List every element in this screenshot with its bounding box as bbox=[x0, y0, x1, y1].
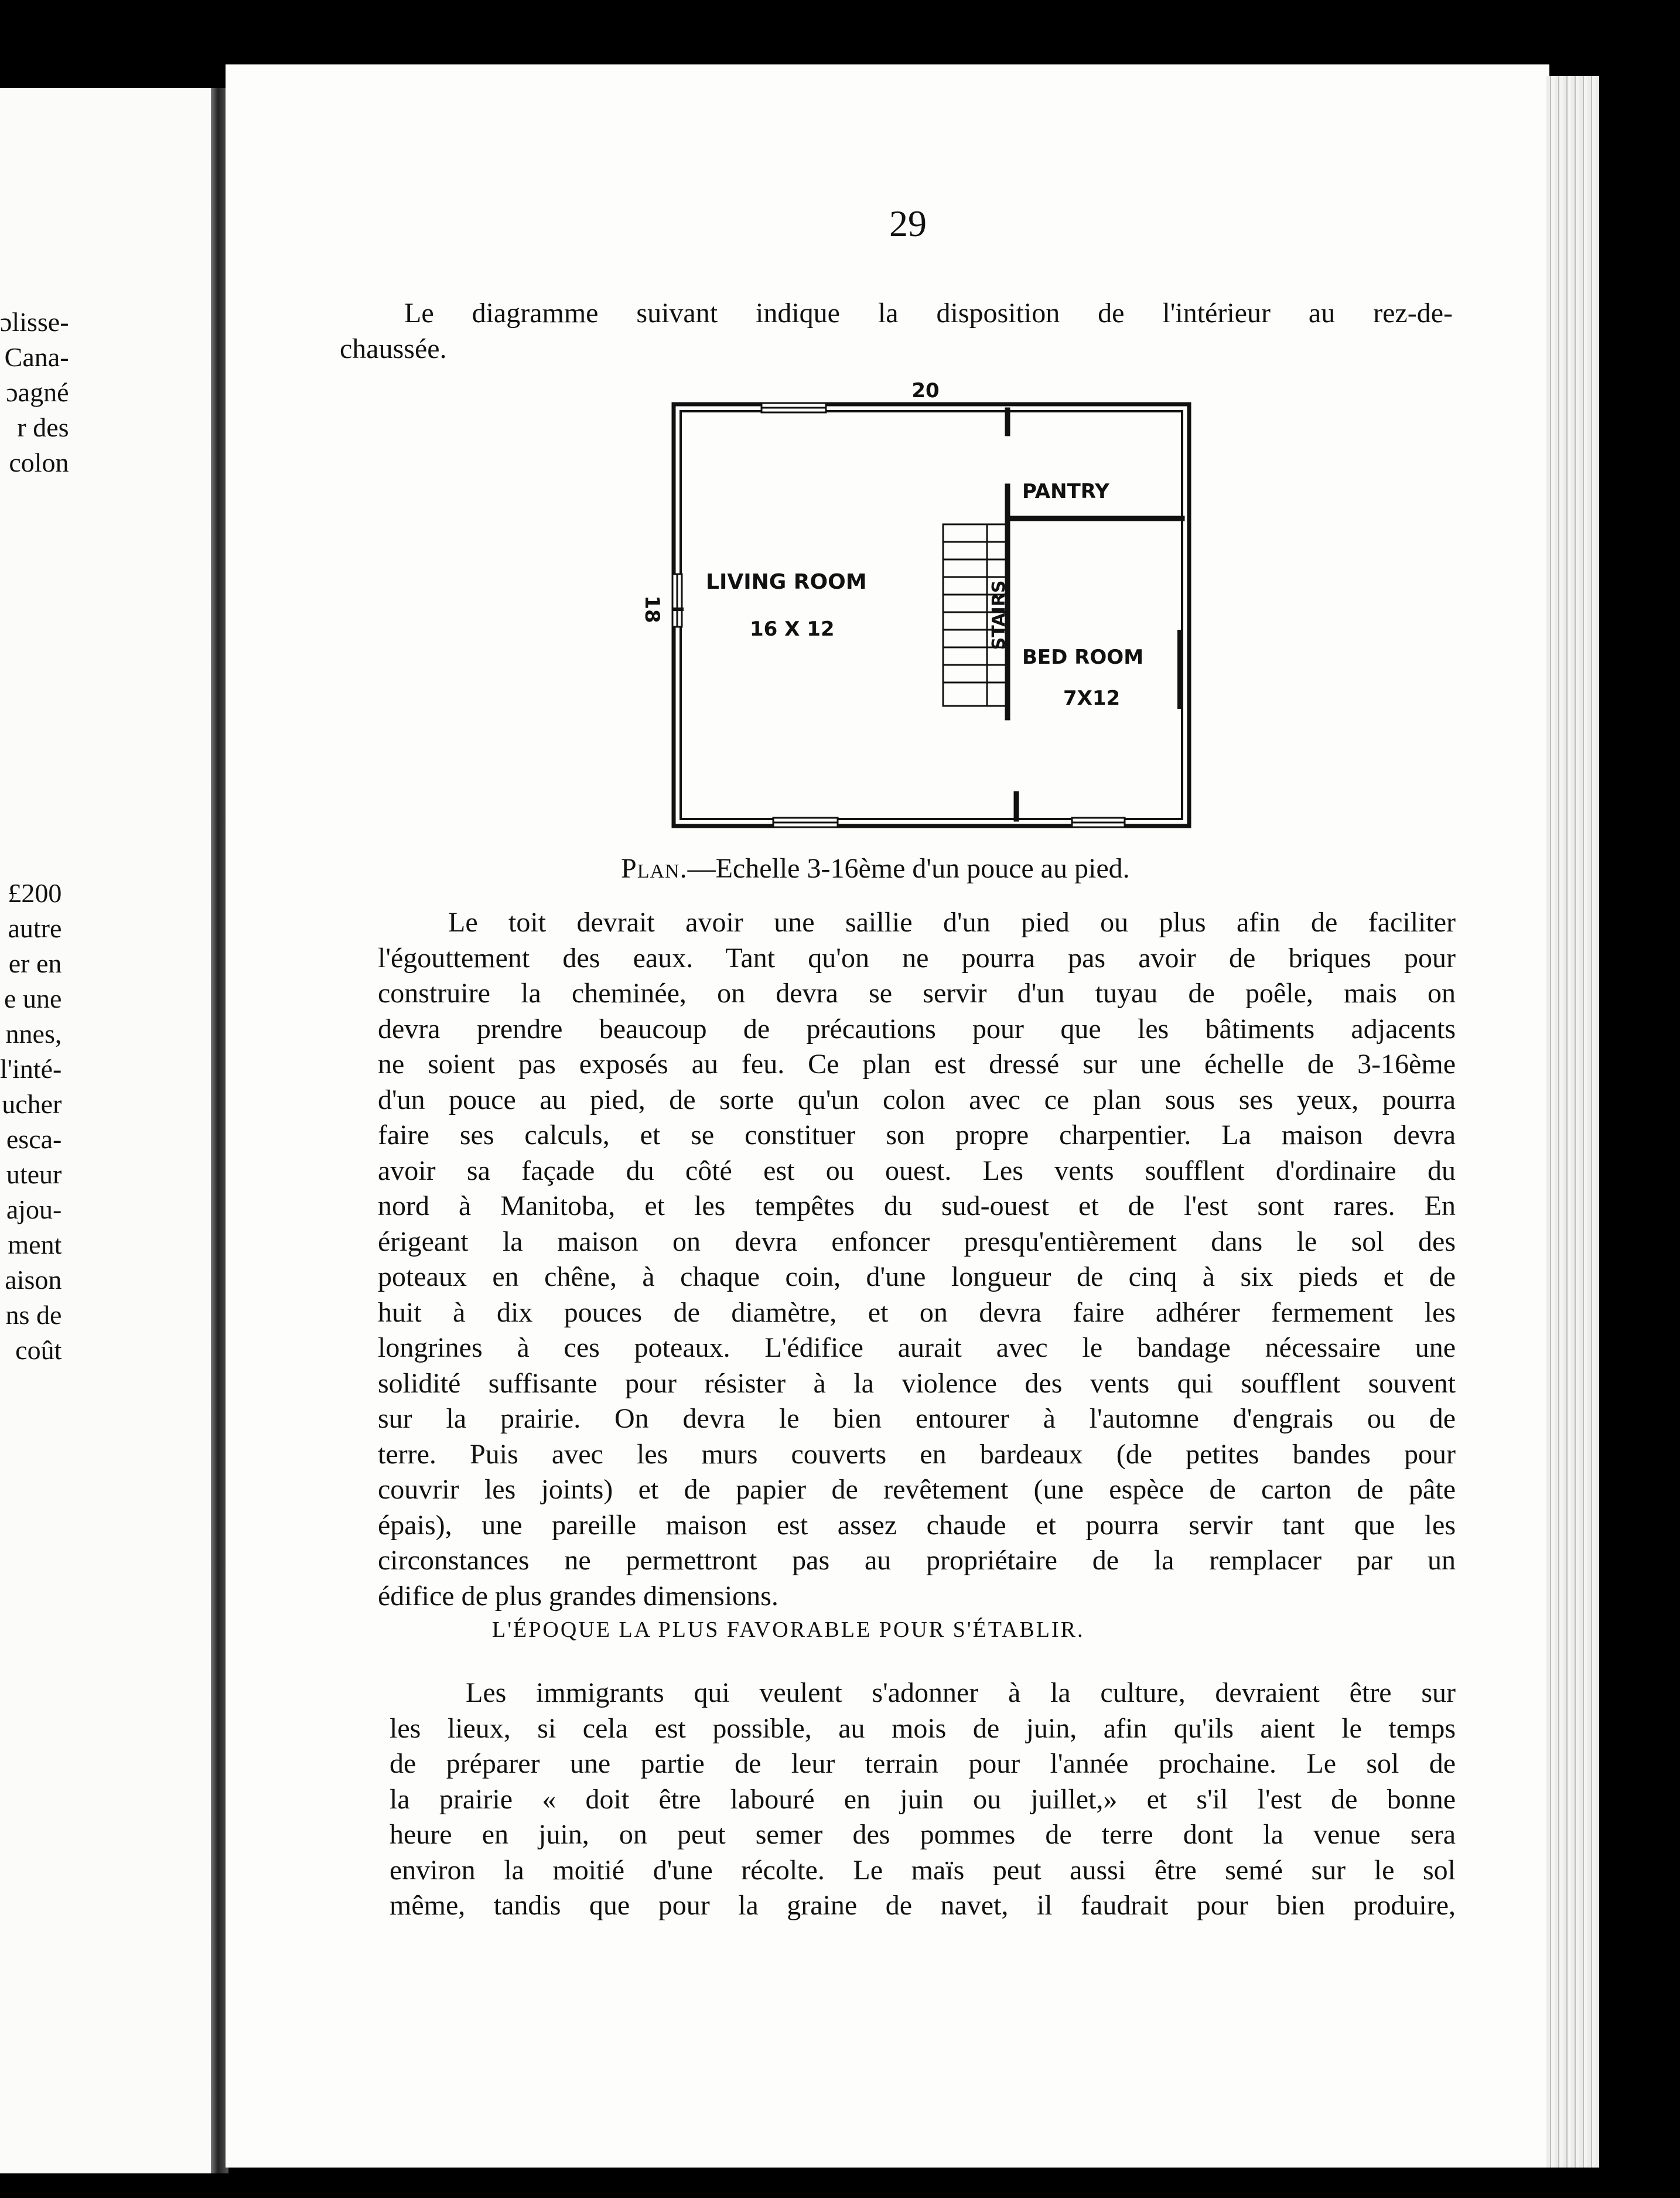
text-line: l'égouttement des eaux. Tant qu'on ne pourra pas avoir de briques pour bbox=[378, 942, 1456, 974]
text-line: épais), une pareille maison est assez chaude et pourra servir tant que les bbox=[378, 1509, 1456, 1541]
left-fragment: colon bbox=[9, 448, 69, 477]
left-fragment: ajou- bbox=[6, 1194, 62, 1224]
intro-paragraph bbox=[340, 296, 1453, 367]
text-line: Le diagramme suivant indique la disposition de l'intérieur au rez-de- bbox=[404, 298, 1453, 329]
left-fragments-bottom bbox=[0, 876, 62, 1368]
left-fragment: uteur bbox=[6, 1159, 62, 1189]
caption-prefix: Plan. bbox=[621, 853, 688, 884]
living-room-label: LIVING ROOM bbox=[706, 570, 867, 594]
interior-walls bbox=[674, 410, 1182, 819]
left-page-fragments bbox=[0, 88, 220, 2173]
left-fragment: coût bbox=[15, 1335, 62, 1365]
text-line: longrines à ces poteaux. L'édifice aurait avec le bandage nécessaire une bbox=[378, 1332, 1456, 1363]
left-fragment: l'inté- bbox=[0, 1054, 62, 1084]
text-line: d'un pouce au pied, de sorte qu'un colon avec ce plan sous ses yeux, pourra bbox=[378, 1084, 1456, 1115]
text-line: édifice de plus grandes dimensions. bbox=[378, 1580, 778, 1612]
page-edges bbox=[1546, 76, 1599, 2168]
text-line: faire ses calculs, et se constituer son propre charpentier. La maison devra bbox=[378, 1120, 1456, 1151]
left-fragment: e une bbox=[4, 984, 62, 1013]
text-line: circonstances ne permettront pas au propriétaire de la remplacer par un bbox=[378, 1545, 1456, 1576]
left-fragment: aison bbox=[5, 1265, 62, 1295]
left-fragment: £200 bbox=[8, 878, 62, 908]
left-fragment: ɔagné bbox=[6, 377, 69, 407]
left-fragment: nnes, bbox=[5, 1019, 62, 1049]
text-line: construire la cheminée, on devra se servir d'un tuyau de poêle, mais on bbox=[378, 978, 1456, 1009]
text-line: terre. Puis avec les murs couverts en bardeaux (de petites bandes pour bbox=[378, 1438, 1456, 1470]
text-line: même, tandis que pour la graine de navet, il faudrait pour bien produire, bbox=[390, 1890, 1456, 1921]
left-fragment: ns de bbox=[5, 1300, 62, 1330]
text-line: sur la prairie. On devra le bien entourer à l'automne d'engrais ou de bbox=[378, 1403, 1456, 1434]
text-line: couvrir les joints) et de papier de revêtement (une espèce de carton de pâte bbox=[378, 1474, 1456, 1505]
text-line: poteaux en chêne, à chaque coin, d'une longueur de cinq à six pieds et de bbox=[378, 1261, 1456, 1292]
text-line: de préparer une partie de leur terrain pour l'année prochaine. Le sol de bbox=[390, 1748, 1456, 1779]
text-line: la prairie « doit être labouré en juin ou juillet,» et s'il l'est de bonne bbox=[390, 1783, 1456, 1815]
left-fragment: autre bbox=[8, 913, 62, 943]
text-line: devra prendre beaucoup de précautions pour que les bâtiments adjacents bbox=[378, 1013, 1456, 1045]
left-fragment: r des bbox=[17, 412, 69, 442]
left-fragments-top bbox=[0, 305, 69, 480]
windows bbox=[672, 403, 1125, 827]
body-paragraph bbox=[378, 905, 1456, 1614]
text-line: solidité suffisante pour résister à la violence des vents qui soufflent souvent bbox=[378, 1367, 1456, 1399]
floor-plan bbox=[633, 375, 1207, 844]
plan-top-dimension: 20 bbox=[911, 379, 940, 402]
plan-caption bbox=[621, 852, 1295, 885]
left-fragment: esca- bbox=[6, 1124, 62, 1154]
left-fragment: er en bbox=[8, 948, 62, 978]
text-line: Les immigrants qui veulent s'adonner à la culture, devraient être sur bbox=[466, 1677, 1456, 1708]
text-line: les lieux, si cela est possible, au mois de juin, afin qu'ils aient le temps bbox=[390, 1712, 1456, 1744]
caption-text: —Echelle 3-16ème d'un pouce au pied. bbox=[687, 853, 1130, 884]
final-paragraph bbox=[390, 1675, 1456, 1924]
stairs-label: STAIRS bbox=[989, 580, 1009, 650]
text-line: Le toit devrait avoir une saillie d'un pied ou plus afin de faciliter bbox=[448, 907, 1456, 938]
left-fragment: ɔlisse- bbox=[0, 307, 69, 337]
plan-side-dimension: 18 bbox=[640, 595, 664, 623]
pantry-label: PANTRY bbox=[1022, 480, 1109, 503]
left-fragment: ucher bbox=[2, 1089, 62, 1119]
page-number: 29 bbox=[889, 203, 927, 244]
bed-room-label: BED ROOM bbox=[1022, 646, 1144, 669]
text-line: nord à Manitoba, et les tempêtes du sud-ouest et de l'est sont rares. En bbox=[378, 1190, 1456, 1221]
text-line: érigeant la maison on devra enfoncer presqu'entièrement dans le sol des bbox=[378, 1226, 1456, 1257]
text-line: huit à dix pouces de diamètre, et on devra faire adhérer fermement les bbox=[378, 1296, 1456, 1328]
bed-room-size: 7X12 bbox=[1063, 687, 1121, 710]
text-line: ne soient pas exposés au feu. Ce plan est dressé sur une échelle de 3-16ème bbox=[378, 1049, 1456, 1080]
left-fragment: Cana- bbox=[4, 342, 69, 372]
text-line: avoir sa façade du côté est ou ouest. Les vents soufflent d'ordinaire du bbox=[378, 1155, 1456, 1186]
outer-walls bbox=[674, 404, 1189, 826]
left-page bbox=[0, 88, 220, 2173]
text-line: environ la moitié d'une récolte. Le maïs peut aussi être semé sur le sol bbox=[390, 1854, 1456, 1886]
living-room-size: 16 X 12 bbox=[750, 617, 835, 641]
text-line: chaussée. bbox=[340, 333, 447, 364]
section-heading: L'ÉPOQUE LA PLUS FAVORABLE POUR S'ÉTABLIR. bbox=[492, 1617, 1085, 1642]
left-fragment: ment bbox=[8, 1230, 62, 1260]
text-line: heure en juin, on peut semer des pommes de terre dont la venue sera bbox=[390, 1819, 1456, 1850]
